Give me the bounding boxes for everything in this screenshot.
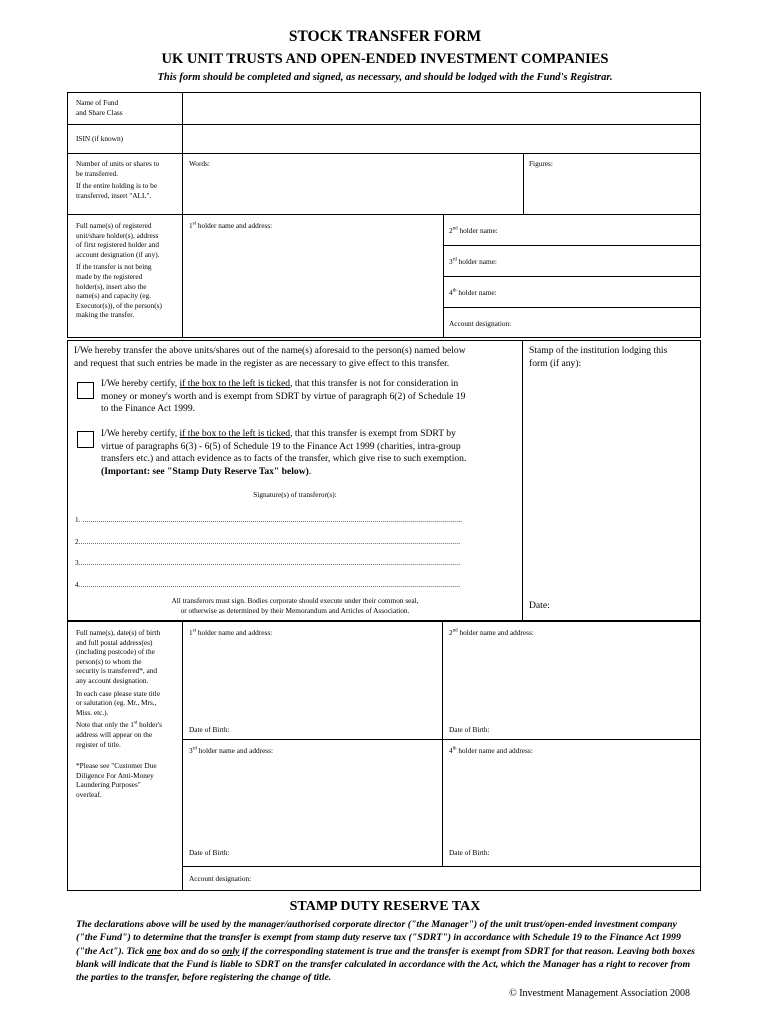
transferee-4-dob[interactable]: Date of Birth: [449,848,490,857]
signature-line-2[interactable]: 2............................................................................................................................................................................................... [75,538,461,546]
transfer-declaration: I/We hereby transfer the above units/shares out of the name(s) aforesaid to the person(s) named below and request that such entries be made in the register as are necessary to give effect to this transfer. [74,345,466,369]
form-subtitle: UK UNIT TRUSTS AND OPEN-ENDED INVESTMENT COMPANIES [161,51,609,67]
transferee-3-dob[interactable]: Date of Birth: [189,848,230,857]
registered-holders-label: Full name(s) of registered unit/share holder(s), address of first registered holder and account designation (if any). If the transfer is not being made by the registered holder(s), insert also the name(s) and capacity (eg. Executor(s)), of the person(s) making the transfer. [76,221,162,320]
figures-field[interactable]: Figures: [529,159,553,168]
signature-line-1[interactable]: 1. .............................................................................................................................................................................................. [75,516,463,524]
copyright-notice: © Investment Management Association 2008 [509,988,690,999]
second-holder-field[interactable]: 2nd holder name: [449,226,498,235]
signing-note: All transferors must sign. Bodies corporate should execute under their common seal, or otherwise as determined by their Memorandum and Articles of Association. [171,596,419,615]
fund-name-field[interactable] [184,94,699,123]
stamp-area[interactable] [524,373,700,593]
signature-line-3[interactable]: 3............................................................................................................................................................................................... [75,559,461,567]
transferee-2-dob[interactable]: Date of Birth: [449,725,490,734]
form-title: STOCK TRANSFER FORM [288,28,482,45]
fourth-holder-field[interactable]: 4th holder name: [449,288,497,297]
first-holder-field[interactable]: 1st holder name and address: [189,221,273,230]
fund-name-label: Name of Fund and Share Class [76,98,123,117]
stamp-label: Stamp of the institution lodging this form (if any): [529,345,668,369]
signature-line-4[interactable]: 4............................................................................................................................................................................................... [75,581,461,589]
date-field[interactable]: Date: [529,600,550,611]
transferee-4-field[interactable]: 4th holder name and address: [449,746,533,755]
words-field[interactable]: Words: [189,159,210,168]
transferee-1-dob[interactable]: Date of Birth: [189,725,230,734]
signatures-label: Signature(s) of transferor(s): [253,490,337,499]
section-declaration [67,340,701,621]
transferee-3-field[interactable]: 3rd holder name and address: [189,746,274,755]
sdrt-exemption-checkbox-1[interactable] [77,382,94,399]
certification-1: I/We hereby certify, if the box to the left is ticked, that this transfer is not for consideration in money or money's worth and is exempt from SDRT by virtue of paragraph 6(2) of Schedule 19 to the Finance Act 1999. [101,378,466,415]
transferee-account-designation[interactable]: Account designation: [189,874,252,883]
sdrt-exemption-checkbox-2[interactable] [77,431,94,448]
section-transferees [67,621,701,891]
isin-label: ISIN (if known) [76,134,124,143]
units-label: Number of units or shares to be transferred. If the entire holding is to be transferred, insert "ALL". [76,159,160,200]
certification-2: I/We hereby certify, if the box to the left is ticked, that this transfer is exempt from SDRT by virtue of paragraphs 6(3) - 6(5) of Schedule 19 to the Finance Act 1999 (charities, intra-group transfers etc.) and attach evidence as to facts of the transfer, which give rise to such exemption. (Important: see "Stamp Duty Reserve Tax" below). [101,428,467,477]
form-instruction: This form should be completed and signed, as necessary, and should be lodged with the Fund's Registrar. [157,72,613,83]
transferees-label: Full name(s), date(s) of birth and full postal address(es) (including postcode) of the person(s) to whom the security is transferred*, and any account designation. In each case please state title or salutation (eg. Mr., Mrs., Miss. etc.). Note that only the 1st holder's address will appear on the register of title. *Please see "Customer Due Diligence For Anti-Money Laundering Purposes" overleaf. [76,628,162,799]
sdrt-paragraph: The declarations above will be used by the manager/authorised corporate director ("the Manager") of the unit trust/open-ended investment company ("the Fund") to determine that the transfer is exempt from stamp duty reserve tax ("SDRT") in accordance with Schedule 19 to the Finance Act 1999 ("the Act"). Tick one box and do so only if the corresponding statement is true and the transfer is exempt from SDRT for that reason. Leaving both boxes blank will indicate that the Fund is liable to SDRT on the transfer calculated in accordance with the Act, which the Manager has a right to recover from the parties to the transfer, before registering the change of title. [76,919,695,984]
section-fund-details [67,92,701,338]
sdrt-heading: STAMP DUTY RESERVE TAX [289,899,481,914]
third-holder-field[interactable]: 3rd holder name: [449,257,497,266]
transferee-1-field[interactable]: 1st holder name and address: [189,628,273,637]
transferee-2-field[interactable]: 2nd holder name and address: [449,628,534,637]
account-designation-field[interactable]: Account designation: [449,319,512,328]
isin-field[interactable] [184,125,699,152]
